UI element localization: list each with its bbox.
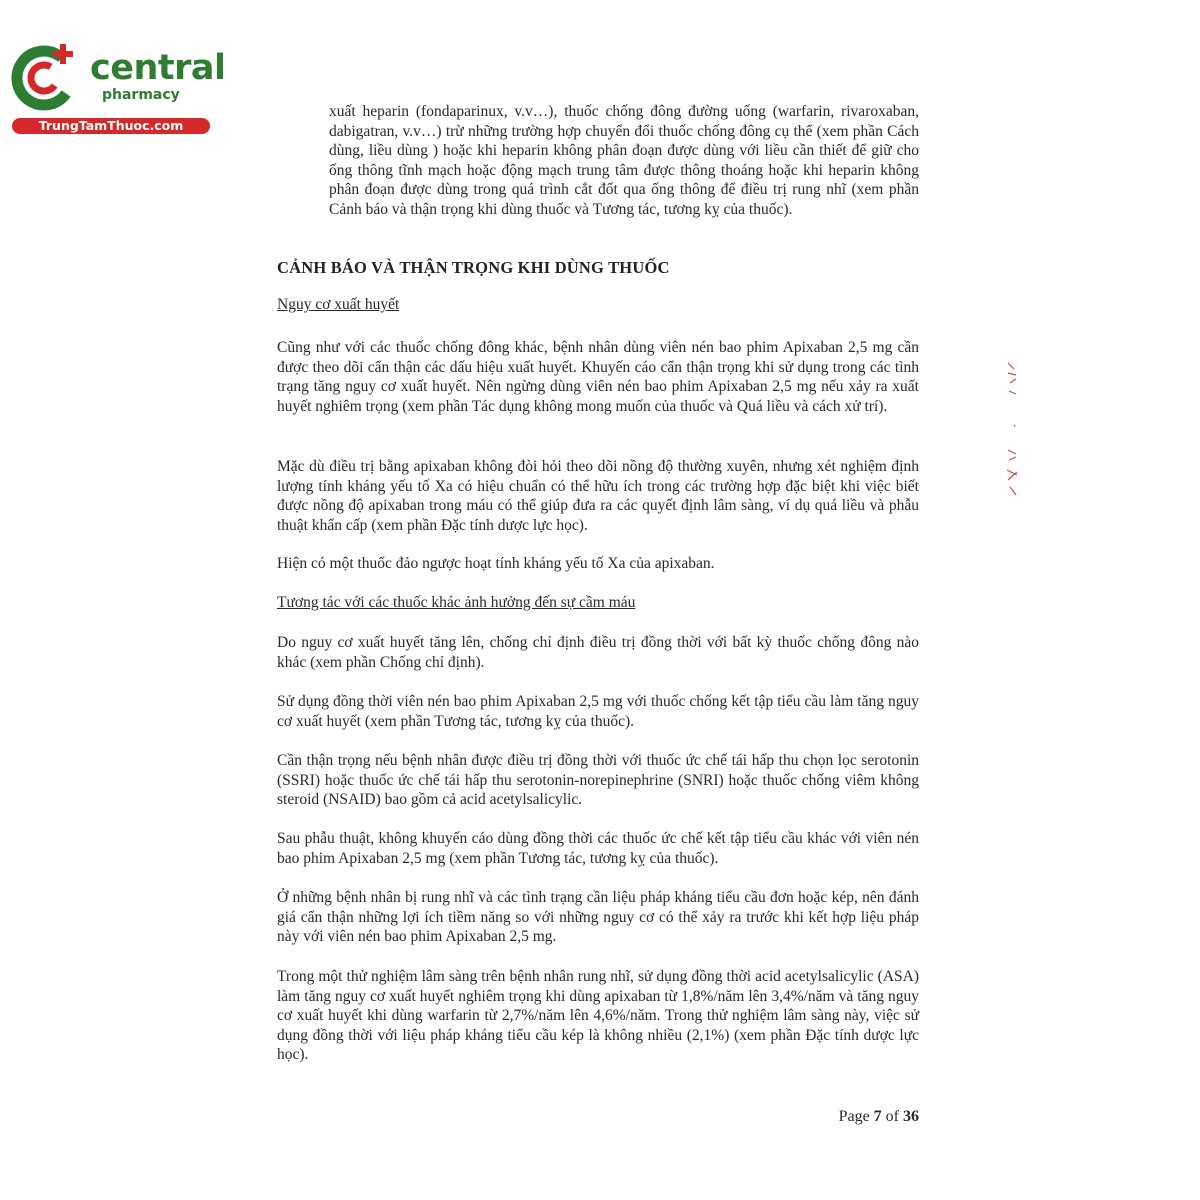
logo-subtitle: pharmacy [102, 87, 180, 103]
paragraph-6: Cần thận trọng nếu bệnh nhân được điều trị đồng thời với thuốc ức chế tái hấp thu chọn lọc serotonin (SSRI) hoặc thuốc ức chế tái hấp thu serotonin-norepinephrine (SNRI) hoặc thuốc chống viêm không steroid (NSAID) bao gồm cả acid acetylsalicylic. [277, 752, 919, 809]
paragraph-8: Ở những bệnh nhân bị rung nhĩ và các tình trạng cần liệu pháp kháng tiểu cầu đơn hoặc kép, nên đánh giá cẩn thận những lợi ích tiềm năng so với những nguy cơ có thể xảy ra trước khi kết hợp liệu pháp này với viên nén bao phim Apixaban 2,5 mg. [277, 889, 919, 946]
page-of-word: of [885, 1108, 899, 1125]
logo-site-banner: TrungTamThuoc.com [12, 118, 210, 134]
margin-stamp-icon [1000, 355, 1030, 505]
paragraph-4: Do nguy cơ xuất huyết tăng lên, chống chỉ định điều trị đồng thời với bất kỳ thuốc chống đông nào khác (xem phần Chống chỉ định). [277, 634, 919, 671]
paragraph-1: Cũng như với các thuốc chống đông khác, bệnh nhân dùng viên nén bao phim Apixaban 2,5 mg cần được theo dõi cẩn thận các dấu hiệu xuất huyết. Khuyến cáo cẩn thận trọng khi sử dụng trong các tình trạng tăng nguy cơ xuất huyết. Nên ngừng dùng viên nén bao phim Apixaban 2,5 mg nếu xảy ra xuất huyết nghiêm trọng (xem phần Tác dụng không mong muốn của thuốc và Quá liều và cách xử trí). [277, 339, 919, 415]
page-current: 7 [873, 1108, 882, 1125]
paragraph-7: Sau phẫu thuật, không khuyến cáo dùng đồng thời các thuốc ức chế kết tập tiểu cầu khác với viên nén bao phim Apixaban 2,5 mg (xem phần Tương tác, tương kỵ của thuốc). [277, 830, 919, 867]
central-pharmacy-logo-icon [10, 38, 90, 118]
paragraph-9: Trong một thử nghiệm lâm sàng trên bệnh nhân rung nhĩ, sử dụng đồng thời acid acetylsalicylic (ASA) làm tăng nguy cơ xuất huyết nghiêm trọng khi dùng apixaban từ 1,8%/năm lên 3,4%/năm và tăng nguy cơ xuất huyết khi dùng warfarin từ 2,7%/năm lên 4,6%/năm. Trong thử nghiệm lâm sàng này, việc sử dụng đồng thời với liệu pháp kháng tiểu cầu kép là không nhiều (2,1%) (xem phần Đặc tính dược lực học). [277, 968, 919, 1064]
section-heading: CẢNH BÁO VÀ THẬN TRỌNG KHI DÙNG THUỐC [277, 258, 670, 277]
logo-brand-text: central [90, 48, 226, 88]
page-word: Page [838, 1108, 870, 1125]
subheading-interactions: Tương tác với các thuốc khác ảnh hưởng đến sự cầm máu [277, 594, 636, 611]
intro-paragraph: xuất heparin (fondaparinux, v.v…), thuốc chống đông đường uống (warfarin, rivaroxaban, dabigatran, v.v…) trừ những trường hợp chuyển đổi thuốc chống đông cụ thể (xem phần Cách dùng, liều dùng ) hoặc khi heparin không phân đoạn được dùng với liều cần thiết để giữ cho ống thông tĩnh mạch hoặc động mạch trung tâm được thông thoáng hoặc khi heparin không phân đoạn được dùng trong quá trình cắt đốt qua ống thông để điều trị rung nhĩ (xem phần Cảnh báo và thận trọng khi dùng thuốc và Tương tác, tương kỵ của thuốc). [329, 103, 919, 218]
paragraph-3: Hiện có một thuốc đảo ngược hoạt tính kháng yếu tố Xa của apixaban. [277, 555, 715, 572]
subheading-bleeding-risk: Nguy cơ xuất huyết [277, 296, 400, 313]
paragraph-2: Mặc dù điều trị bằng apixaban không đòi hỏi theo dõi nồng độ thường xuyên, nhưng xét nghiệm định lượng tính kháng yếu tố Xa có hiệu chuẩn có thể hữu ích trong các trường hợp đặc biệt khi việc biết được nồng độ apixaban trong máu có thể giúp đưa ra các quyết định lâm sàng, ví dụ quá liều và phẫu thuật khẩn cấp (xem phần Đặc tính dược lực học). [277, 458, 919, 534]
paragraph-5: Sử dụng đồng thời viên nén bao phim Apixaban 2,5 mg với thuốc chống kết tập tiểu cầu làm tăng nguy cơ xuất huyết (xem phần Tương tác, tương kỵ của thuốc). [277, 693, 919, 730]
page-number [839, 1108, 919, 1126]
brand-logo [10, 38, 226, 138]
page-total: 36 [903, 1108, 919, 1125]
